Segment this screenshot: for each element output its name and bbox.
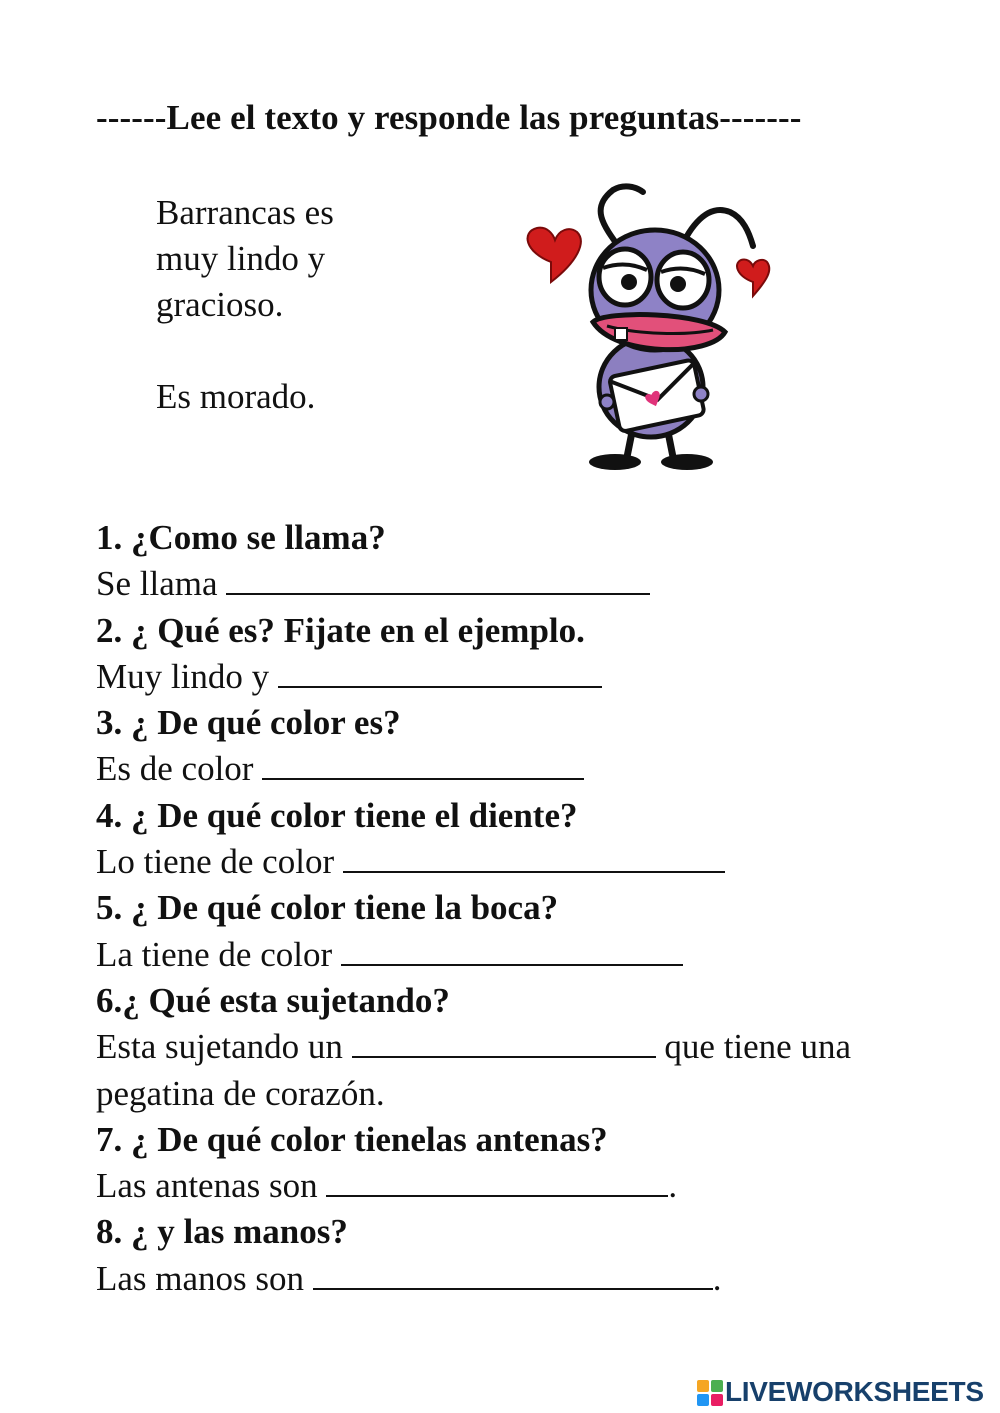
- answer-blank[interactable]: [326, 1165, 668, 1197]
- question-7: 7. ¿ De qué color tienelas antenas?: [96, 1119, 608, 1159]
- answer-prefix: Lo tiene de color: [96, 842, 343, 882]
- answer-2: [96, 654, 896, 700]
- question-6: 6.¿ Qué esta sujetando?: [96, 980, 450, 1020]
- reading-line: gracioso.: [156, 285, 284, 324]
- answer-4: [96, 839, 896, 885]
- question-8: 8. ¿ y las manos?: [96, 1212, 348, 1252]
- question-1: 1. ¿Como se llama?: [96, 518, 386, 557]
- answer-blank[interactable]: [278, 656, 602, 688]
- reading-line: Barrancas es: [156, 193, 334, 232]
- answer-prefix: Esta sujetando un: [96, 1027, 352, 1067]
- answer-1: [96, 561, 896, 607]
- answer-blank[interactable]: [313, 1258, 713, 1290]
- answer-suffix: que tiene una pegatina de corazón.: [96, 1027, 851, 1113]
- answer-prefix: Se llama: [96, 564, 227, 604]
- reading-text: [156, 190, 334, 420]
- answer-8: [96, 1256, 896, 1302]
- answer-6: [96, 1024, 876, 1117]
- answer-blank[interactable]: [343, 841, 725, 873]
- reading-line: Es morado.: [156, 377, 316, 416]
- answer-blank[interactable]: [352, 1026, 656, 1058]
- worksheet-title: ------Lee el texto y responde las preguntas-------: [96, 98, 802, 137]
- answer-3: [96, 746, 896, 792]
- answer-prefix: Las manos son: [96, 1258, 313, 1298]
- liveworksheets-footer: [697, 1376, 997, 1412]
- answer-7: [96, 1163, 896, 1209]
- question-2: 2. ¿ Qué es? Fijate en el ejemplo.: [96, 610, 585, 650]
- reading-line: muy lindo y: [156, 239, 326, 278]
- answer-blank[interactable]: [226, 563, 650, 595]
- question-4: 4. ¿ De qué color tiene el diente?: [96, 795, 578, 835]
- answer-blank[interactable]: [341, 934, 683, 966]
- answer-suffix: .: [712, 1258, 722, 1298]
- question-5: 5. ¿ De qué color tiene la boca?: [96, 888, 559, 928]
- answer-blank[interactable]: [262, 748, 584, 780]
- answer-prefix: Es de color: [96, 749, 263, 789]
- bug-character-icon: [515, 172, 785, 482]
- answer-5: [96, 932, 896, 978]
- answer-prefix: La tiene de color: [96, 934, 341, 974]
- question-3: 3. ¿ De qué color es?: [96, 703, 401, 743]
- questions-list: [96, 515, 896, 1302]
- answer-prefix: Las antenas son: [96, 1166, 327, 1206]
- liveworksheets-logo-icon: [697, 1380, 723, 1406]
- brand-name: LIVEWORKSHEETS: [725, 1376, 984, 1407]
- answer-prefix: Muy lindo y: [96, 656, 278, 696]
- answer-suffix: .: [668, 1166, 678, 1206]
